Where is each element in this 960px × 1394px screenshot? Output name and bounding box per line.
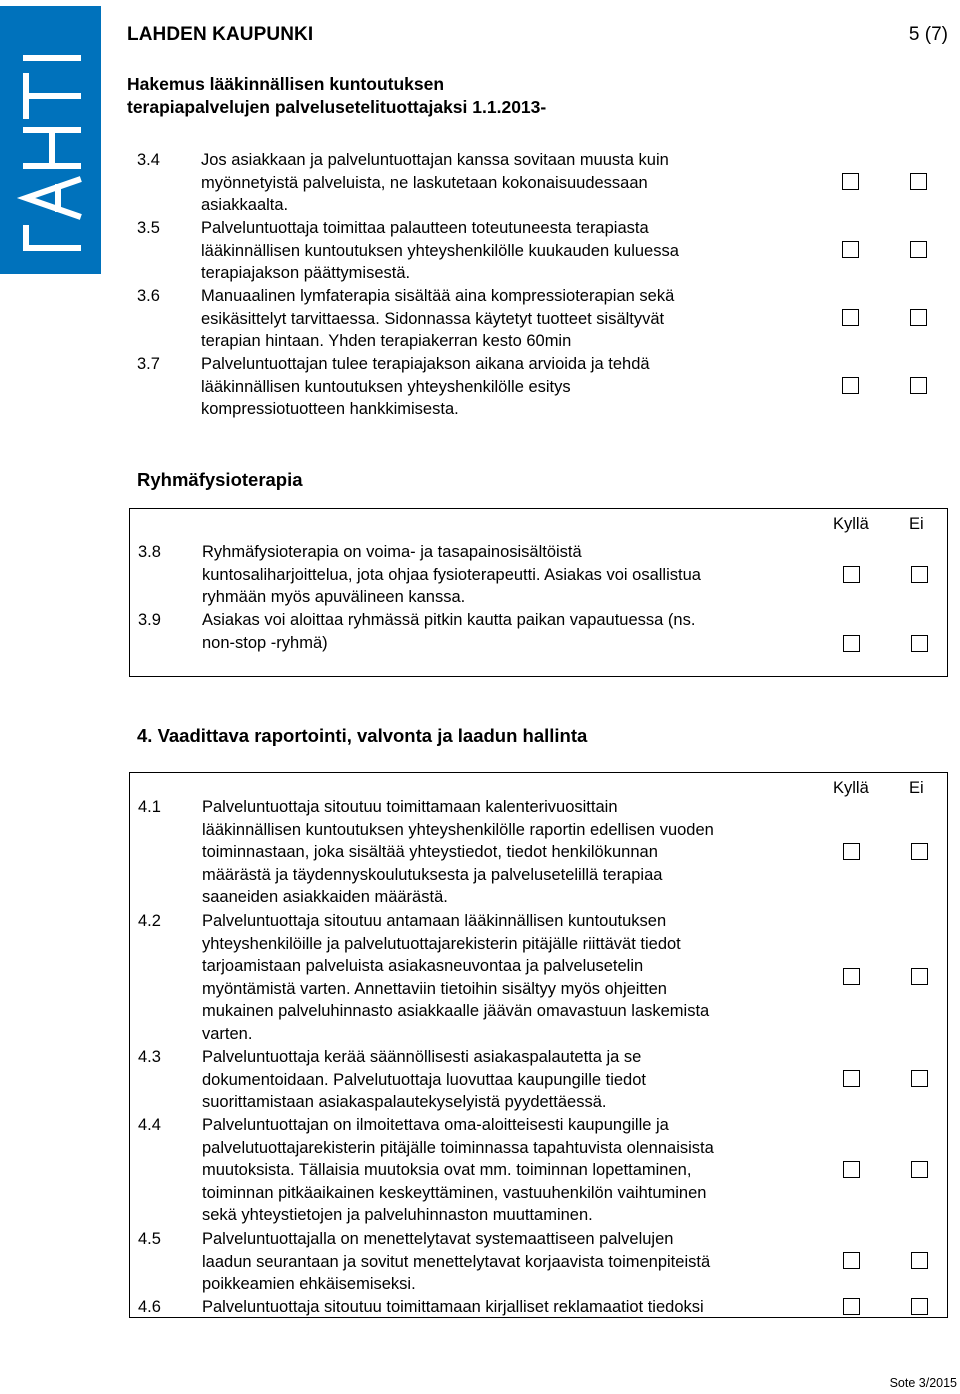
column-header-no: Ei	[909, 515, 924, 533]
yes-checkbox[interactable]	[843, 1252, 860, 1269]
table-row	[130, 1114, 947, 1228]
text-line: terapian hintaan. Yhden terapiakerran kesto 60min	[201, 332, 572, 351]
lahti-logo	[0, 6, 101, 274]
section3-table	[129, 149, 948, 423]
table-row	[130, 1296, 947, 1318]
item-number: 3.8	[138, 543, 161, 561]
document-title-line: Hakemus lääkinnällisen kuntoutuksen	[127, 74, 445, 94]
yes-checkbox[interactable]	[842, 241, 859, 258]
yes-checkbox[interactable]	[842, 309, 859, 326]
item-text	[201, 285, 811, 353]
item-number: 4.4	[138, 1116, 161, 1134]
item-text	[201, 353, 811, 421]
no-checkbox[interactable]	[911, 968, 928, 985]
item-number: 3.7	[137, 355, 160, 373]
table-row	[129, 353, 948, 423]
text-line: Palveluntuottajan tulee terapiajakson aikana arvioida ja tehdä	[201, 355, 650, 373]
yes-checkbox[interactable]	[842, 377, 859, 394]
page-number: 5 (7)	[908, 24, 948, 45]
table-row	[130, 1046, 947, 1114]
text-line: muutoksista. Tällaisia muutoksia ovat mm. toiminnan lopettaminen,	[202, 1161, 692, 1180]
item-text	[201, 149, 811, 217]
item-number: 4.1	[138, 798, 161, 816]
item-number: 4.2	[138, 912, 161, 930]
text-line: non-stop -ryhmä)	[202, 633, 328, 652]
text-line: myönnetyistä palveluista, ne laskutetaan kokonaisuudessaan	[201, 173, 648, 192]
footer-code: Sote 3/2015	[889, 1376, 957, 1390]
yes-checkbox[interactable]	[843, 1298, 860, 1315]
text-line: lääkinnällisen kuntoutuksen yhteyshenkilölle kuukauden kuluessa	[201, 241, 679, 260]
text-line: tarjoamistaan palveluista asiakasneuvontaa ja palvelusetelin	[202, 957, 644, 976]
no-checkbox[interactable]	[911, 1070, 928, 1087]
text-line: Palveluntuottaja sitoutuu toimittamaan kirjalliset reklamaatiot tiedoksi	[202, 1298, 704, 1316]
table-row	[130, 541, 947, 609]
table-row	[129, 285, 948, 353]
text-line: dokumentoidaan. Palvelutuottaja luovuttaa kaupungille tiedot	[202, 1070, 646, 1089]
item-number: 4.6	[138, 1298, 161, 1316]
text-line: Manuaalinen lymfaterapia sisältää aina kompressioterapian sekä	[201, 287, 675, 305]
text-line: yhteyshenkilöille ja palvelutuottajarekisterin pitäjälle riittävät tiedot	[202, 934, 681, 953]
no-checkbox[interactable]	[911, 843, 928, 860]
no-checkbox[interactable]	[911, 1298, 928, 1315]
text-line: laadun seurantaan ja sovitut menettelytavat korjaavista toimenpiteistä	[202, 1252, 711, 1271]
text-line: kompressiotuotteen hankkimisesta.	[201, 400, 459, 419]
no-checkbox[interactable]	[910, 377, 927, 394]
item-text	[202, 1114, 812, 1227]
yes-checkbox[interactable]	[843, 843, 860, 860]
text-line: myöntämistä varten. Annettaviin tietoihin sisältyy myös ohjeitten	[202, 979, 667, 998]
text-line: Palveluntuottajalla on menettelytavat systemaattiseen palvelujen	[202, 1230, 674, 1248]
no-checkbox[interactable]	[910, 309, 927, 326]
text-line: lääkinnällisen kuntoutuksen yhteyshenkilölle raportin edellisen vuoden	[202, 820, 714, 839]
column-header-yes: Kyllä	[833, 515, 869, 533]
table-row	[130, 1228, 947, 1296]
no-checkbox[interactable]	[910, 241, 927, 258]
section-heading-reporting: 4. Vaadittava raportointi, valvonta ja laadun hallinta	[137, 725, 588, 746]
text-line: Palveluntuottaja toimittaa palautteen toteutuneesta terapiasta	[201, 219, 649, 237]
text-line: toiminnastaan, joka sisältää yhteystiedot, tiedot henkilökunnan	[202, 843, 658, 862]
yes-checkbox[interactable]	[843, 1161, 860, 1178]
group-therapy-table	[129, 508, 948, 677]
column-header-yes: Kyllä	[833, 779, 869, 797]
item-text	[201, 217, 811, 285]
lahti-logo-wordmark	[0, 6, 101, 274]
item-text	[202, 1296, 812, 1319]
yes-checkbox[interactable]	[843, 968, 860, 985]
table-row	[130, 609, 947, 669]
item-text	[202, 1046, 812, 1114]
item-number: 4.5	[138, 1230, 161, 1248]
item-text	[202, 609, 812, 654]
item-text	[202, 1228, 812, 1296]
no-checkbox[interactable]	[911, 635, 928, 652]
text-line: asiakkaalta.	[201, 196, 289, 215]
text-line: poikkeamien ehkäisemiseksi.	[202, 1275, 416, 1294]
item-number: 3.4	[137, 151, 160, 169]
item-text	[202, 796, 812, 909]
text-line: Ryhmäfysioterapia on voima- ja tasapainosisältöistä	[202, 543, 582, 561]
reporting-table	[129, 772, 948, 1318]
no-checkbox[interactable]	[911, 1252, 928, 1269]
text-line: toiminnan pitkäaikainen keskeyttäminen, vastuuhenkilön vaihtuminen	[202, 1183, 707, 1202]
yes-checkbox[interactable]	[843, 1070, 860, 1087]
text-line: esikäsittelyt tarvittaessa. Sidonnassa käytetyt tuotteet sisältyvät	[201, 309, 665, 328]
text-line: sekä yhteystietojen ja palveluhinnaston muuttaminen.	[202, 1206, 593, 1225]
organization-name: LAHDEN KAUPUNKI	[127, 24, 314, 45]
text-line: terapiajakson päättymisestä.	[201, 264, 411, 283]
text-line: palvelutuottajarekisterin pitäjälle toiminnassa tapahtuvista olennaisista	[202, 1138, 714, 1157]
table-row	[130, 796, 947, 910]
item-number: 3.9	[138, 611, 161, 629]
no-checkbox[interactable]	[910, 173, 927, 190]
text-line: Palveluntuottaja kerää säännöllisesti asiakaspalautetta ja se	[202, 1048, 642, 1066]
text-line: kuntosaliharjoittelua, jota ohjaa fysioterapeutti. Asiakas voi osallistua	[202, 565, 701, 584]
item-number: 3.5	[137, 219, 160, 237]
document-title	[127, 73, 546, 119]
text-line: määrästä ja täydennyskoulutuksesta ja palvelusetelillä terapiaa	[202, 865, 663, 884]
text-line: ryhmään myös apuvälineen kanssa.	[202, 588, 466, 607]
item-text	[202, 910, 812, 1046]
yes-checkbox[interactable]	[843, 566, 860, 583]
text-line: suorittamistaan asiakaspalautekyselyistä pyydettäessä.	[202, 1093, 607, 1112]
column-header-no: Ei	[909, 779, 924, 797]
text-line: lääkinnällisen kuntoutuksen yhteyshenkilölle esitys	[201, 377, 571, 396]
section-heading-group-therapy: Ryhmäfysioterapia	[137, 469, 303, 490]
no-checkbox[interactable]	[911, 1161, 928, 1178]
table-row	[130, 910, 947, 1046]
text-line: Palveluntuottaja sitoutuu toimittamaan kalenterivuosittain	[202, 798, 618, 816]
yes-checkbox[interactable]	[843, 635, 860, 652]
yes-checkbox[interactable]	[842, 173, 859, 190]
text-line: Palveluntuottaja sitoutuu antamaan lääkinnällisen kuntoutuksen	[202, 912, 667, 930]
table-row	[129, 149, 948, 217]
text-line: mukainen palveluhinnasto asiakkaalle jäävän omavastuun laskemista	[202, 1002, 710, 1021]
document-title-line: terapiapalvelujen palvelusetelituottajaksi 1.1.2013-	[127, 97, 547, 117]
text-line: saaneiden asiakkaiden määrästä.	[202, 888, 448, 907]
text-line: Palveluntuottajan on ilmoitettava oma-aloitteisesti kaupungille ja	[202, 1116, 669, 1134]
text-line: varten.	[202, 1024, 253, 1043]
text-line: Jos asiakkaan ja palveluntuottajan kanssa sovitaan muusta kuin	[201, 151, 669, 169]
text-line: Asiakas voi aloittaa ryhmässä pitkin kautta paikan vapautuessa (ns.	[202, 611, 696, 629]
item-text	[202, 541, 812, 609]
no-checkbox[interactable]	[911, 566, 928, 583]
table-row	[129, 217, 948, 285]
item-number: 3.6	[137, 287, 160, 305]
item-number: 4.3	[138, 1048, 161, 1066]
